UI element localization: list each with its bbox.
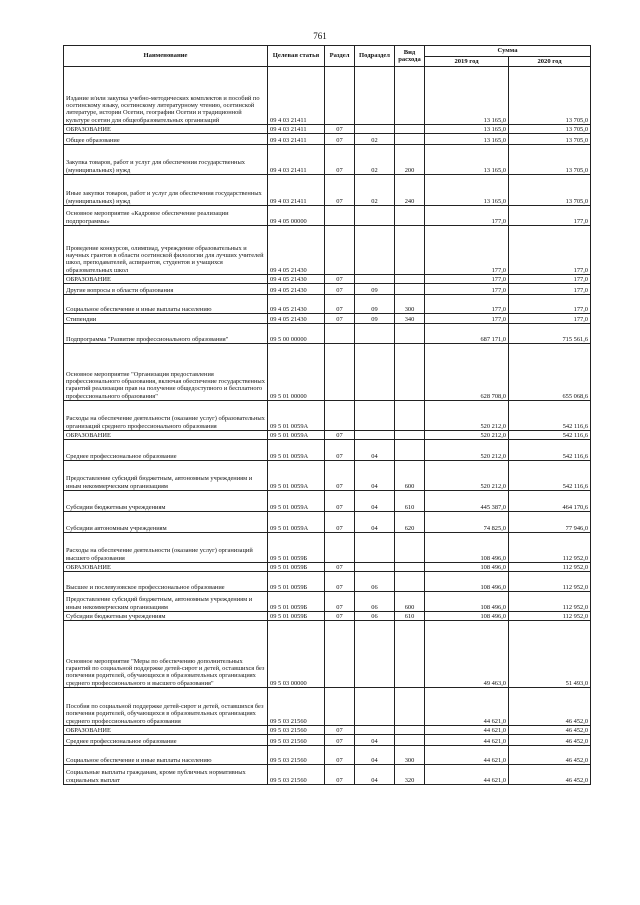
table-row bbox=[64, 295, 591, 314]
table-row bbox=[64, 284, 591, 295]
row-sum-2019: 445 387,0 bbox=[425, 491, 509, 512]
table-row bbox=[64, 344, 591, 401]
row-name: Среднее профессиональное образование bbox=[64, 735, 268, 746]
row-subsection: 04 bbox=[355, 735, 395, 746]
row-section: 07 bbox=[325, 295, 355, 314]
row-name: Субсидии бюджетным учреждениям bbox=[64, 612, 268, 621]
table-row bbox=[64, 175, 591, 206]
row-section: 07 bbox=[325, 314, 355, 324]
row-sum-2019: 520 212,0 bbox=[425, 461, 509, 491]
row-section: 07 bbox=[325, 145, 355, 175]
row-expense-type: 240 bbox=[395, 175, 425, 206]
row-section: 07 bbox=[325, 440, 355, 461]
row-subsection bbox=[355, 206, 395, 226]
table-row bbox=[64, 314, 591, 324]
row-sum-2019: 177,0 bbox=[425, 275, 509, 284]
table-row bbox=[64, 401, 591, 431]
row-subsection: 09 bbox=[355, 314, 395, 324]
row-target-code: 09 5 03 00000 bbox=[268, 621, 325, 688]
row-name: Расходы на обеспечение деятельности (оказание услуг) образовательных организаций среднего профессионального образования bbox=[64, 401, 268, 431]
row-target-code: 09 4 05 21430 bbox=[268, 275, 325, 284]
page-number: 761 bbox=[313, 31, 327, 41]
row-sum-2020: 13 705,0 bbox=[509, 145, 591, 175]
table-row bbox=[64, 512, 591, 533]
row-subsection: 04 bbox=[355, 765, 395, 785]
table-row bbox=[64, 688, 591, 726]
table-row bbox=[64, 621, 591, 688]
row-name: ОБРАЗОВАНИЕ bbox=[64, 726, 268, 735]
row-target-code: 09 5 01 0059А bbox=[268, 491, 325, 512]
row-sum-2020: 13 705,0 bbox=[509, 67, 591, 125]
row-subsection bbox=[355, 726, 395, 735]
row-expense-type bbox=[395, 67, 425, 125]
row-sum-2020: 542 116,6 bbox=[509, 431, 591, 440]
row-name: ОБРАЗОВАНИЕ bbox=[64, 275, 268, 284]
row-section: 07 bbox=[325, 592, 355, 612]
row-sum-2019: 108 496,0 bbox=[425, 572, 509, 592]
row-section bbox=[325, 206, 355, 226]
row-expense-type bbox=[395, 206, 425, 226]
row-section: 07 bbox=[325, 572, 355, 592]
row-target-code: 09 5 03 21560 bbox=[268, 735, 325, 746]
row-name: Основное мероприятие "Организация предоставления профессионального образования, включая обеспечение государственных гарантий реализации прав на получение общедоступного и бесплатного профессионального образования" bbox=[64, 344, 268, 401]
row-expense-type bbox=[395, 621, 425, 688]
row-section bbox=[325, 533, 355, 563]
row-target-code: 09 4 03 21411 bbox=[268, 134, 325, 145]
row-name: Проведение конкурсов, олимпиад, учреждение образовательных и научных грантов в области осетинской филологии для лучших учителей школ, преподавателей, аспирантов, студентов и учащихся образовательных школ bbox=[64, 226, 268, 275]
row-name: Пособия по социальной поддержке детей-сирот и детей, оставшихся без попечения родителей, обучающихся в образовательных организациях среднего профессионального образования bbox=[64, 688, 268, 726]
table-row bbox=[64, 431, 591, 440]
table-row bbox=[64, 726, 591, 735]
row-sum-2019: 13 165,0 bbox=[425, 134, 509, 145]
row-name: Закупка товаров, работ и услуг для обеспечения государственных (муниципальных) нужд bbox=[64, 145, 268, 175]
row-subsection: 04 bbox=[355, 512, 395, 533]
row-name: Издание и/или закупка учебно-методических комплектов и пособий по осетинскому языку, осетинскому литературному чтению, осетинской литературе, истории Осетии, географии Осетии и традиционной культуре осетин для общеобразовательных организаций bbox=[64, 67, 268, 125]
row-target-code: 09 5 01 0059Б bbox=[268, 612, 325, 621]
row-section bbox=[325, 401, 355, 431]
row-sum-2019: 177,0 bbox=[425, 314, 509, 324]
row-sum-2019: 13 165,0 bbox=[425, 145, 509, 175]
row-target-code: 09 4 05 00000 bbox=[268, 206, 325, 226]
row-sum-2019: 108 496,0 bbox=[425, 563, 509, 572]
row-sum-2019: 44 621,0 bbox=[425, 688, 509, 726]
row-sum-2020: 542 116,6 bbox=[509, 440, 591, 461]
row-subsection: 09 bbox=[355, 295, 395, 314]
row-expense-type bbox=[395, 431, 425, 440]
row-subsection: 02 bbox=[355, 134, 395, 145]
row-subsection bbox=[355, 688, 395, 726]
row-expense-type bbox=[395, 226, 425, 275]
row-target-code: 09 4 03 21411 bbox=[268, 145, 325, 175]
row-target-code: 09 4 03 21411 bbox=[268, 125, 325, 134]
row-sum-2020: 177,0 bbox=[509, 284, 591, 295]
row-expense-type bbox=[395, 324, 425, 344]
row-sum-2020: 177,0 bbox=[509, 295, 591, 314]
row-section: 07 bbox=[325, 612, 355, 621]
row-target-code: 09 4 03 21411 bbox=[268, 175, 325, 206]
table-row bbox=[64, 324, 591, 344]
row-sum-2019: 13 165,0 bbox=[425, 175, 509, 206]
row-target-code: 09 5 00 00000 bbox=[268, 324, 325, 344]
row-section: 07 bbox=[325, 563, 355, 572]
row-subsection: 04 bbox=[355, 440, 395, 461]
row-expense-type bbox=[395, 563, 425, 572]
row-name: Предоставление субсидий бюджетным, автономным учреждениям и иным некоммерческим организациям bbox=[64, 592, 268, 612]
row-target-code: 09 4 05 21430 bbox=[268, 295, 325, 314]
row-expense-type bbox=[395, 440, 425, 461]
table-row bbox=[64, 735, 591, 746]
row-section: 07 bbox=[325, 134, 355, 145]
row-expense-type bbox=[395, 275, 425, 284]
row-sum-2020: 177,0 bbox=[509, 206, 591, 226]
row-name: Основное мероприятие «Кадровое обеспечение реализации подпрограммы» bbox=[64, 206, 268, 226]
row-sum-2019: 177,0 bbox=[425, 206, 509, 226]
row-name: Высшее и послевузовское профессиональное образование bbox=[64, 572, 268, 592]
header-target: Целевая статья bbox=[268, 46, 325, 67]
row-section: 07 bbox=[325, 746, 355, 765]
row-subsection bbox=[355, 125, 395, 134]
table-row bbox=[64, 572, 591, 592]
row-section: 07 bbox=[325, 175, 355, 206]
table-row bbox=[64, 461, 591, 491]
header-sum: Сумма bbox=[425, 46, 591, 57]
row-target-code: 09 5 01 0059Б bbox=[268, 592, 325, 612]
row-expense-type: 300 bbox=[395, 295, 425, 314]
row-sum-2020: 46 452,0 bbox=[509, 688, 591, 726]
row-expense-type: 610 bbox=[395, 491, 425, 512]
row-target-code: 09 5 01 0059А bbox=[268, 512, 325, 533]
row-sum-2020: 112 952,0 bbox=[509, 572, 591, 592]
row-section: 07 bbox=[325, 461, 355, 491]
row-sum-2020: 542 116,6 bbox=[509, 461, 591, 491]
row-expense-type bbox=[395, 735, 425, 746]
row-target-code: 09 5 01 00000 bbox=[268, 344, 325, 401]
row-sum-2020: 77 946,0 bbox=[509, 512, 591, 533]
row-name: Общее образование bbox=[64, 134, 268, 145]
row-subsection bbox=[355, 533, 395, 563]
row-sum-2019: 44 621,0 bbox=[425, 726, 509, 735]
row-name: Субсидии автономным учреждениям bbox=[64, 512, 268, 533]
row-target-code: 09 5 01 0059Б bbox=[268, 563, 325, 572]
row-sum-2020: 112 952,0 bbox=[509, 612, 591, 621]
row-sum-2019: 13 165,0 bbox=[425, 125, 509, 134]
table-row bbox=[64, 67, 591, 125]
row-name: Иные закупки товаров, работ и услуг для обеспечения государственных (муниципальных) нужд bbox=[64, 175, 268, 206]
row-sum-2019: 177,0 bbox=[425, 226, 509, 275]
row-sum-2019: 108 496,0 bbox=[425, 592, 509, 612]
table-row bbox=[64, 746, 591, 765]
row-target-code: 09 5 01 0059А bbox=[268, 440, 325, 461]
header-name: Наименование bbox=[64, 46, 268, 67]
row-sum-2019: 74 825,0 bbox=[425, 512, 509, 533]
row-subsection bbox=[355, 275, 395, 284]
row-sum-2019: 628 708,0 bbox=[425, 344, 509, 401]
row-name: Среднее профессиональное образование bbox=[64, 440, 268, 461]
row-section bbox=[325, 67, 355, 125]
row-name: Основное мероприятие "Меры по обеспечению дополнительных гарантий по социальной поддержке детей-сирот и детей, оставшихся без попечения родителей, обучающихся в образовательных организациях среднего профессионального и высшего образования" bbox=[64, 621, 268, 688]
row-sum-2020: 715 561,6 bbox=[509, 324, 591, 344]
row-section bbox=[325, 344, 355, 401]
table-row bbox=[64, 206, 591, 226]
row-sum-2019: 49 463,0 bbox=[425, 621, 509, 688]
row-expense-type: 200 bbox=[395, 145, 425, 175]
row-sum-2019: 108 496,0 bbox=[425, 533, 509, 563]
row-name: Социальные выплаты гражданам, кроме публичных нормативных социальных выплат bbox=[64, 765, 268, 785]
row-sum-2019: 520 212,0 bbox=[425, 431, 509, 440]
row-section: 07 bbox=[325, 491, 355, 512]
row-sum-2019: 44 621,0 bbox=[425, 735, 509, 746]
row-sum-2019: 108 496,0 bbox=[425, 612, 509, 621]
row-subsection: 09 bbox=[355, 284, 395, 295]
row-target-code: 09 5 01 0059Б bbox=[268, 533, 325, 563]
row-sum-2019: 520 212,0 bbox=[425, 401, 509, 431]
row-name: Социальное обеспечение и иные выплаты населению bbox=[64, 295, 268, 314]
row-target-code: 09 5 03 21560 bbox=[268, 746, 325, 765]
row-expense-type: 610 bbox=[395, 612, 425, 621]
row-sum-2020: 112 952,0 bbox=[509, 533, 591, 563]
row-section bbox=[325, 688, 355, 726]
row-section: 07 bbox=[325, 284, 355, 295]
row-expense-type bbox=[395, 134, 425, 145]
row-expense-type bbox=[395, 344, 425, 401]
row-section bbox=[325, 621, 355, 688]
row-sum-2020: 51 493,0 bbox=[509, 621, 591, 688]
row-expense-type: 300 bbox=[395, 746, 425, 765]
header-subsection: Подраздел bbox=[355, 46, 395, 67]
row-sum-2019: 44 621,0 bbox=[425, 746, 509, 765]
table-body bbox=[64, 67, 591, 785]
row-name: ОБРАЗОВАНИЕ bbox=[64, 563, 268, 572]
row-sum-2019: 177,0 bbox=[425, 284, 509, 295]
table-row bbox=[64, 275, 591, 284]
row-section: 07 bbox=[325, 275, 355, 284]
table-row bbox=[64, 592, 591, 612]
row-sum-2020: 112 952,0 bbox=[509, 563, 591, 572]
row-sum-2020: 177,0 bbox=[509, 226, 591, 275]
table-row bbox=[64, 440, 591, 461]
row-target-code: 09 5 01 0059А bbox=[268, 431, 325, 440]
row-target-code: 09 5 01 0059Б bbox=[268, 572, 325, 592]
table-row bbox=[64, 491, 591, 512]
row-sum-2019: 520 212,0 bbox=[425, 440, 509, 461]
row-section bbox=[325, 324, 355, 344]
row-sum-2020: 46 452,0 bbox=[509, 765, 591, 785]
row-sum-2019: 13 165,0 bbox=[425, 67, 509, 125]
row-target-code: 09 4 05 21430 bbox=[268, 284, 325, 295]
table-row bbox=[64, 134, 591, 145]
row-subsection: 06 bbox=[355, 592, 395, 612]
row-target-code: 09 4 05 21430 bbox=[268, 226, 325, 275]
row-expense-type: 340 bbox=[395, 314, 425, 324]
row-sum-2020: 13 705,0 bbox=[509, 175, 591, 206]
row-section bbox=[325, 226, 355, 275]
row-expense-type bbox=[395, 125, 425, 134]
row-expense-type bbox=[395, 284, 425, 295]
table-row bbox=[64, 145, 591, 175]
row-section: 07 bbox=[325, 512, 355, 533]
header-expense-type: Вид расхода bbox=[395, 46, 425, 67]
header-year-2019: 2019 год bbox=[425, 57, 509, 67]
row-name: Другие вопросы в области образования bbox=[64, 284, 268, 295]
row-name: Субсидии бюджетным учреждениям bbox=[64, 491, 268, 512]
row-section: 07 bbox=[325, 726, 355, 735]
row-expense-type: 320 bbox=[395, 765, 425, 785]
row-subsection bbox=[355, 226, 395, 275]
row-section: 07 bbox=[325, 431, 355, 440]
row-expense-type bbox=[395, 726, 425, 735]
row-expense-type: 600 bbox=[395, 592, 425, 612]
row-sum-2020: 177,0 bbox=[509, 314, 591, 324]
row-subsection bbox=[355, 621, 395, 688]
row-expense-type: 620 bbox=[395, 512, 425, 533]
row-sum-2020: 112 952,0 bbox=[509, 592, 591, 612]
row-subsection bbox=[355, 563, 395, 572]
row-target-code: 09 5 01 0059А bbox=[268, 401, 325, 431]
row-sum-2020: 13 705,0 bbox=[509, 134, 591, 145]
row-sum-2020: 655 068,6 bbox=[509, 344, 591, 401]
row-subsection: 04 bbox=[355, 461, 395, 491]
row-sum-2019: 177,0 bbox=[425, 295, 509, 314]
row-sum-2019: 44 621,0 bbox=[425, 765, 509, 785]
row-expense-type bbox=[395, 572, 425, 592]
row-name: Стипендии bbox=[64, 314, 268, 324]
row-sum-2020: 46 452,0 bbox=[509, 735, 591, 746]
header-section: Раздел bbox=[325, 46, 355, 67]
row-section: 07 bbox=[325, 735, 355, 746]
row-subsection bbox=[355, 324, 395, 344]
row-target-code: 09 5 01 0059А bbox=[268, 461, 325, 491]
row-subsection bbox=[355, 401, 395, 431]
table-row bbox=[64, 612, 591, 621]
row-target-code: 09 5 03 21560 bbox=[268, 726, 325, 735]
row-name: Социальное обеспечение и иные выплаты населению bbox=[64, 746, 268, 765]
row-target-code: 09 5 03 21560 bbox=[268, 765, 325, 785]
table-header bbox=[64, 46, 591, 67]
row-subsection: 04 bbox=[355, 491, 395, 512]
row-name: Предоставление субсидий бюджетным, автономным учреждениям и иным некоммерческим организациям bbox=[64, 461, 268, 491]
row-subsection: 06 bbox=[355, 612, 395, 621]
row-expense-type: 600 bbox=[395, 461, 425, 491]
row-section: 07 bbox=[325, 125, 355, 134]
table-row bbox=[64, 563, 591, 572]
row-expense-type bbox=[395, 533, 425, 563]
row-subsection bbox=[355, 67, 395, 125]
row-subsection: 04 bbox=[355, 746, 395, 765]
row-subsection: 06 bbox=[355, 572, 395, 592]
row-sum-2020: 46 452,0 bbox=[509, 726, 591, 735]
row-subsection: 02 bbox=[355, 175, 395, 206]
row-sum-2019: 687 171,0 bbox=[425, 324, 509, 344]
row-expense-type bbox=[395, 401, 425, 431]
row-target-code: 09 5 03 21560 bbox=[268, 688, 325, 726]
row-sum-2020: 177,0 bbox=[509, 275, 591, 284]
budget-table bbox=[63, 45, 591, 785]
row-subsection bbox=[355, 431, 395, 440]
row-subsection bbox=[355, 344, 395, 401]
table-row bbox=[64, 226, 591, 275]
table-row bbox=[64, 765, 591, 785]
row-name: ОБРАЗОВАНИЕ bbox=[64, 431, 268, 440]
header-year-2020: 2020 год bbox=[509, 57, 591, 67]
table-row bbox=[64, 125, 591, 134]
row-sum-2020: 542 116,6 bbox=[509, 401, 591, 431]
row-name: Подпрограмма "Развитие профессионального образования" bbox=[64, 324, 268, 344]
table-row bbox=[64, 533, 591, 563]
row-name: ОБРАЗОВАНИЕ bbox=[64, 125, 268, 134]
row-section: 07 bbox=[325, 765, 355, 785]
row-name: Расходы на обеспечение деятельности (оказание услуг) организаций высшего образования bbox=[64, 533, 268, 563]
row-sum-2020: 13 705,0 bbox=[509, 125, 591, 134]
row-target-code: 09 4 05 21430 bbox=[268, 314, 325, 324]
row-expense-type bbox=[395, 688, 425, 726]
row-subsection: 02 bbox=[355, 145, 395, 175]
row-sum-2020: 46 452,0 bbox=[509, 746, 591, 765]
row-sum-2020: 464 170,6 bbox=[509, 491, 591, 512]
row-target-code: 09 4 03 21411 bbox=[268, 67, 325, 125]
